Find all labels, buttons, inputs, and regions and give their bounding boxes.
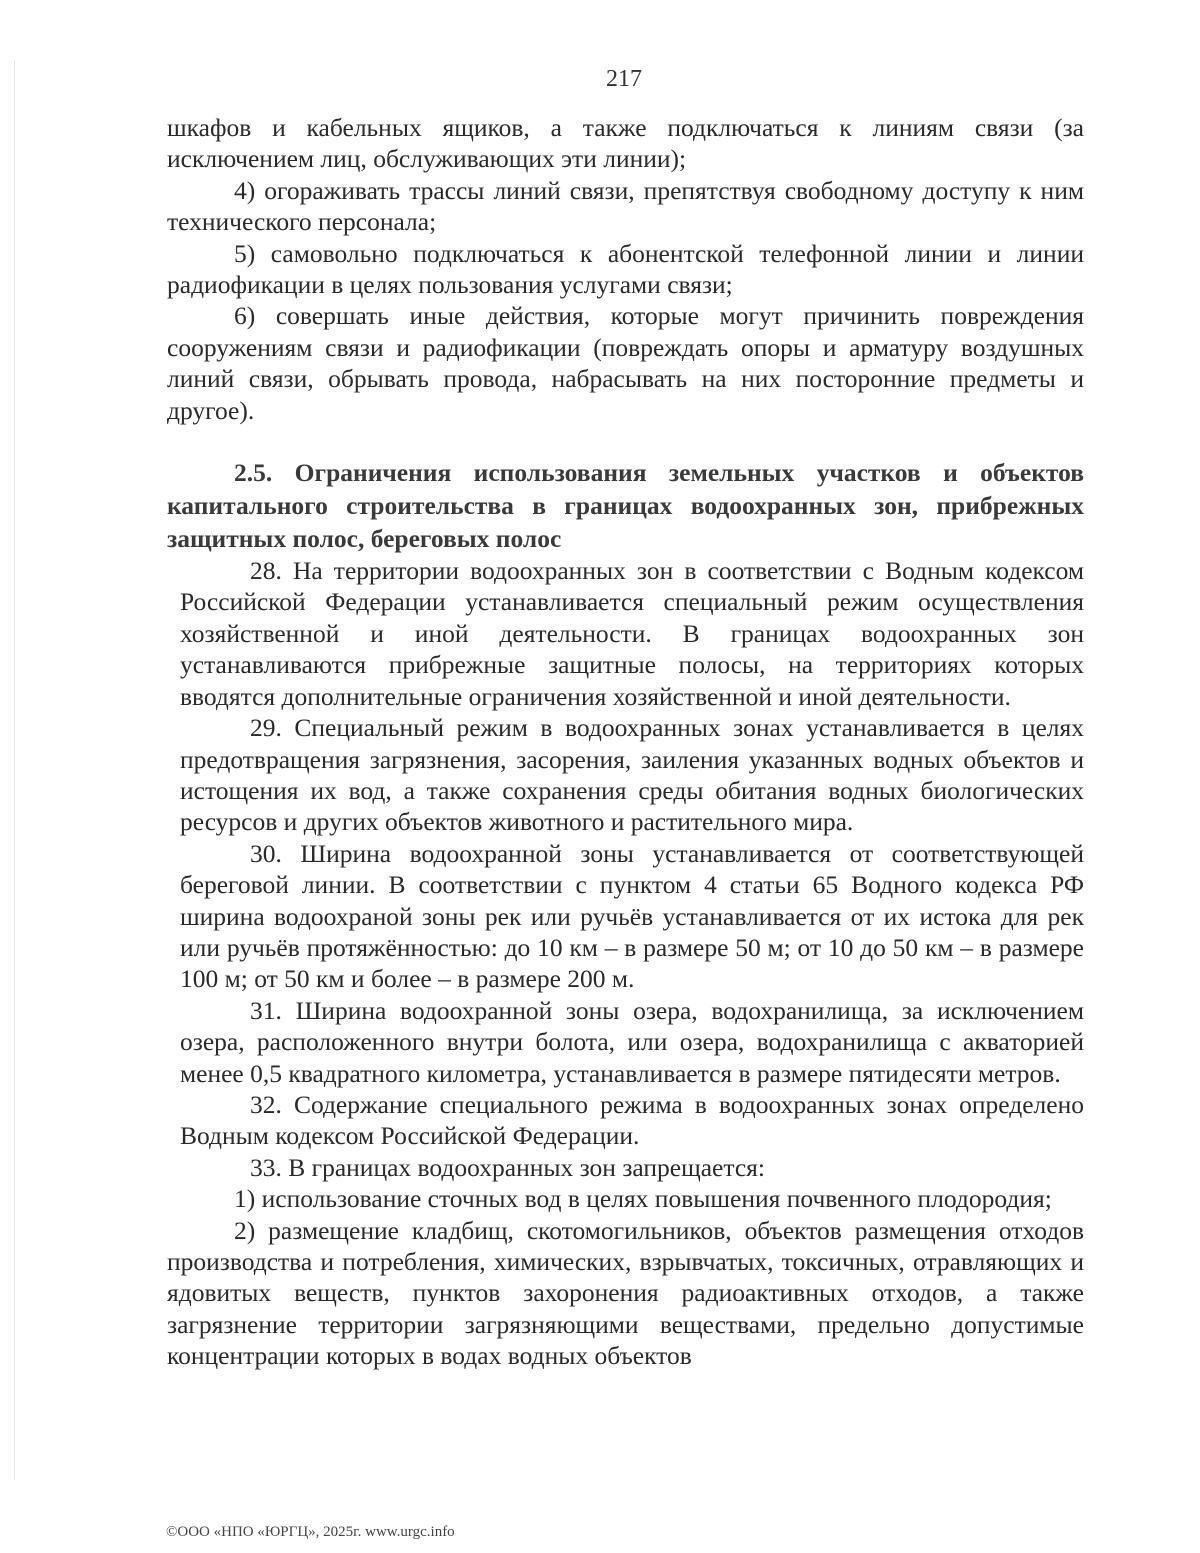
paragraph: 5) самовольно подключаться к абонентской телефонной линии и линии радиофикации в целях пользования услугами связи; bbox=[167, 238, 1084, 300]
paragraph: 6) совершать иные действия, которые могут причинить повреждения сооружениям связи и радиофикации (повреждать опоры и арматуру воздушных линий связи, обрывать провода, набрасывать на них посторонние предметы и другое). bbox=[167, 301, 1084, 425]
footer-copyright: ©ООО «НПО «ЮРГЦ», 2025г. www.urgc.info bbox=[166, 1524, 455, 1540]
document-body bbox=[167, 112, 1084, 1372]
paragraph: 4) огораживать трассы линий связи, препятствуя свободному доступу к ним технического персонала; bbox=[167, 175, 1084, 237]
scan-edge-line bbox=[14, 60, 15, 1480]
section-heading: 2.5. Ограничения использования земельных участков и объектов капитального строительства в границах водоохранных зон, прибрежных защитных полос, береговых полос bbox=[167, 458, 1084, 554]
section-paragraph: 29. Специальный режим в водоохранных зонах устанавливается в целях предотвращения загрязнения, засорения, заиления указанных водных объектов и истощения их вод, а также сохранения среды обитания водных биологических ресурсов и других объектов животного и растительного мира. bbox=[180, 713, 1084, 837]
section-paragraph: 33. В границах водоохранных зон запрещается: bbox=[250, 1152, 765, 1182]
section-paragraph: 28. На территории водоохранных зон в соответствии с Водным кодексом Российской Федерации устанавливается специальный режим осуществления хозяйственной и иной деятельности. В границах водоохранных зон устанавливаются прибрежные защитные полосы, на территориях которых вводятся дополнительные ограничения хозяйственной и иной деятельности. bbox=[180, 556, 1084, 711]
section-paragraph: 31. Ширина водоохранной зоны озера, водохранилища, за исключением озера, расположенного внутри болота, или озера, водохранилища с акваторией менее 0,5 квадратного километра, устанавливается в размере пятидесяти метров. bbox=[180, 995, 1084, 1088]
section-paragraph: 30. Ширина водоохранной зоны устанавливается от соответствующей береговой линии. В соответствии с пунктом 4 статьи 65 Водного кодекса РФ ширина водоохраной зоны рек или ручьёв устанавливается от их истока для рек или ручьёв протяжённостью: до 10 км – в размере 50 м; от 10 до 50 км – в размере 100 м; от 50 км и более – в размере 200 м. bbox=[180, 838, 1084, 994]
page-number: 217 bbox=[606, 66, 642, 92]
prohibition-item: 2) размещение кладбищ, скотомогильников, объектов размещения отходов производства и потребления, химических, взрывчатых, токсичных, отравляющих и ядовитых веществ, пунктов захоронения радиоактивных отходов, а также загрязнение территории загрязняющими веществами, предельно допустимые концентрации которых в водах водных объектов bbox=[167, 1215, 1084, 1371]
prohibition-item: 1) использование сточных вод в целях повышения почвенного плодородия; bbox=[234, 1184, 1052, 1214]
paragraph: шкафов и кабельных ящиков, а также подключаться к линиям связи (за исключением лиц, обслуживающих эти линии); bbox=[167, 113, 1084, 174]
section-paragraph: 32. Содержание специального режима в водоохранных зонах определено Водным кодексом Российской Федерации. bbox=[180, 1089, 1084, 1151]
